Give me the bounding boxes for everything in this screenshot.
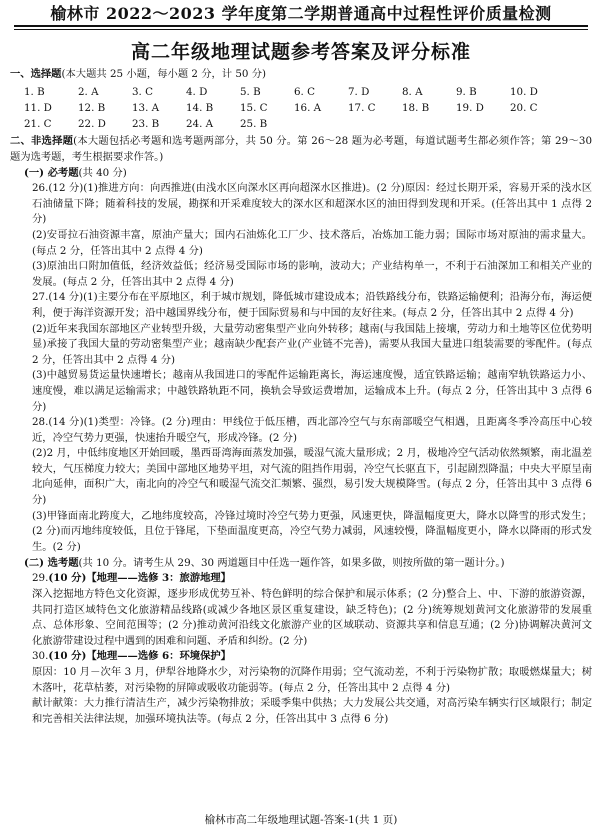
answer-paragraph: 原因：10 月－次年 3 月，伊犁谷地降水少，对污染物的沉降作用弱；空气流动差，不利于污染物扩散；取暖燃煤量大；树木落叶，花草枯萎，对污染物的屏障或吸收功能弱等。(每点 2 分，任答出其中 2 点得 4 分) bbox=[32, 666, 592, 694]
answer-cell: 9. B bbox=[456, 86, 477, 98]
answer-paragraph: (3)原油出口附加值低，经济效益低；经济易受国际市场的影响，波动大；产业结构单一，不利于石油深加工和相关产业的发展。(每点 2 分，任答出其中 2 点得 4 分) bbox=[32, 260, 592, 288]
question-26 bbox=[10, 181, 592, 228]
question-number: 26. bbox=[32, 182, 49, 195]
answer-cell: 7. D bbox=[348, 86, 370, 98]
question-27-part-2 bbox=[10, 322, 592, 369]
question-number: 27. bbox=[32, 291, 49, 304]
question-30 bbox=[10, 649, 592, 665]
question-28-part-2 bbox=[10, 446, 592, 508]
question-28-part-3 bbox=[10, 509, 592, 556]
answer-cell: 1. B bbox=[24, 86, 45, 98]
question-30-part-2 bbox=[10, 696, 592, 727]
answer-cell: 21. C bbox=[24, 118, 52, 130]
optional-part-note: (共 10 分。请考生从 29、30 两道题目中任选一题作答，如果多做，则按所做的第一题计分。) bbox=[78, 557, 505, 570]
question-28 bbox=[10, 415, 592, 446]
answer-cell: 6. C bbox=[294, 86, 315, 98]
question-number: 29. bbox=[32, 572, 49, 585]
answer-row bbox=[24, 116, 592, 132]
document-title: 高二年级地理试题参考答案及评分标准 bbox=[130, 41, 471, 63]
optional-part-heading bbox=[10, 555, 592, 571]
answer-cell: 8. A bbox=[402, 86, 423, 98]
required-part-heading bbox=[10, 165, 592, 181]
question-number: 28. bbox=[32, 416, 49, 429]
section-1-note: (本大题共 25 小题，每小题 2 分，计 50 分) bbox=[61, 68, 267, 80]
answer-paragraph: (2)2 月，中低纬度地区开始回暖，墨西哥湾海面蒸发加强，暖湿气流大量形成；2 月，极地冷空气活动依然频繁，南北温差较大，气压梯度力较大；美国中部地区地势平坦，对气流的阻挡作用弱，冷空气长驱直下，引起剧烈降温；中央大平原呈南北向延伸，面积广大，南北向的冷空气和暖湿气流交汇频繁、强烈，易引发大规模降雪。(每点 2 分，任答出其中 3 点得 6 分) bbox=[32, 447, 592, 507]
answer-cell: 10. D bbox=[510, 86, 538, 98]
answer-cell: 25. B bbox=[240, 118, 268, 130]
exam-title: 榆林市 2022～2023 学年度第二学期普通高中过程性评价质量检测 bbox=[50, 4, 552, 23]
answer-paragraph: (14 分)(1)类型：冷锋。(2 分)理由：甲线位于低压槽，西北部冷空气与东南部暖空气相遇，且距离冬季冷高压中心较近，冷空气势力更强，快速抬升暖空气，形成冷锋。(2 分) bbox=[32, 416, 592, 444]
answer-paragraph: 深入挖掘地方特色文化资源，逐步形成优势互补、特色鲜明的综合保护和展示体系；(2 分)整合上、中、下游的旅游资源，共同打造区域特色文化旅游精品线路(或减少各地区景区重复建设，缺乏特色)；(2 分)统筹规划黄河文化旅游带的发展重点、总体形象、空间范围等；(2 分)推动黄河沿线文化旅游产业的区域联动、资源共享和信息互通；(2 分)协调解决黄河文化旅游带建设过程中遇到的困难和问题、矛盾和纠纷。(2 分) bbox=[32, 588, 592, 647]
answer-cell: 20. C bbox=[510, 102, 538, 114]
answer-cell: 5. B bbox=[240, 86, 261, 98]
answer-paragraph: (2)近年来我国东部地区产业转型升级，大量劳动密集型产业向外转移；越南(与我国陆上接壤，劳动力和土地等区位优势明显)承接了我国大量的劳动密集型产业；越南缺少配套产业(产业链不完善)，需要从我国大量进口组装需要的零配件。(每点 2 分，任答出其中 2 点得 4 分) bbox=[32, 322, 592, 366]
answer-paragraph: (12 分)(1)推进方向：向西推进(由浅水区向深水区再向超深水区推进)。(2 分)原因：经过长期开采，容易开采的浅水区石油储量下降；随着科技的发展，勘探和开采难度较大的深水区和超深水区的油田得到发现和开采。(任答出其中 1 点得 2 分) bbox=[32, 182, 592, 226]
answer-paragraph: (3)甲锋面南北跨度大，乙地纬度较高，冷锋过境时冷空气势力更强，风速更快，降温幅度更大，降水以降雪的形式发生；(2 分)而丙地纬度较低，且位于锋尾，下垫面温度更高，冷空气势力减弱，风速较慢，降温幅度更小，降水以降雨的形式发生。(2 分) bbox=[32, 509, 592, 553]
answer-cell: 15. C bbox=[240, 102, 268, 114]
question-27-part-3 bbox=[10, 368, 592, 415]
section-1-title: 一、选择题 bbox=[10, 68, 62, 80]
answer-cell: 2. A bbox=[78, 86, 99, 98]
page-footer: 榆林市高二年级地理试题-答案-1(共 1 页) bbox=[204, 814, 398, 826]
answer-paragraph: (2)安哥拉石油资源丰富，原油产量大；国内石油炼化工厂少、技术落后，冶炼加工能力弱；国际市场对原油的需求量大。(每点 2 分，任答出其中 2 点得 4 分) bbox=[32, 228, 592, 257]
answer-row bbox=[24, 100, 592, 116]
section-1-heading bbox=[10, 67, 592, 82]
answer-cell: 16. A bbox=[294, 102, 322, 114]
answer-cell: 12. B bbox=[78, 102, 106, 114]
question-30-part-1 bbox=[10, 665, 592, 696]
question-number: 30. bbox=[32, 650, 49, 663]
answer-cell: 19. D bbox=[456, 102, 484, 114]
answer-cell: 11. D bbox=[24, 102, 52, 114]
answer-cell: 3. C bbox=[132, 86, 153, 98]
question-26-part-2 bbox=[10, 228, 592, 259]
question-27 bbox=[10, 290, 592, 321]
header-rule-thin bbox=[14, 29, 588, 30]
answer-cell: 18. B bbox=[402, 102, 430, 114]
answer-row bbox=[24, 84, 592, 100]
section-2-title: 二、非选择题 bbox=[10, 135, 74, 147]
answer-paragraph: (14 分)(1)主要分布在平原地区，利于城市规划，降低城市建设成本；沿铁路线分布，铁路运输便利；沿海分布，海运便利，便于海洋资源开发；沿中越国界线分布，便于国际贸易和与中国的友好往来。(每点 2 分，任答出其中 2 点得 4 分) bbox=[32, 291, 592, 319]
answer-cell: 4. D bbox=[186, 86, 208, 98]
question-title: (10 分)【地理——选修 3：旅游地理】 bbox=[48, 572, 231, 585]
answer-paragraph: 献计献策：大力推行清洁生产，减少污染物排放；采暖季集中供热；大力发展公共交通，对高污染车辆实行区域限行；制定和完善相关法律法规，加强环境执法等。(每点 2 分，任答出其中 3 点得 6 分) bbox=[32, 697, 592, 725]
required-part-note: (共 40 分) bbox=[78, 167, 127, 180]
answer-cell: 24. A bbox=[186, 118, 214, 130]
answer-cell: 13. A bbox=[132, 102, 160, 114]
answer-cell: 23. B bbox=[132, 118, 160, 130]
header-rule-thick bbox=[14, 25, 588, 27]
question-26-part-3 bbox=[10, 259, 592, 290]
answer-cell: 17. C bbox=[348, 102, 376, 114]
optional-part-title: (二) 选考题 bbox=[24, 557, 79, 570]
section-2-heading bbox=[10, 134, 592, 165]
question-29 bbox=[10, 571, 592, 587]
section-2-note: (本大题包括必考题和选考题两部分，共 50 分。第 26～28 题为必考题，每道试题考生都必须作答；第 29～30 题为选考题，考生根据要求作答。) bbox=[10, 135, 592, 163]
answer-cell: 14. B bbox=[186, 102, 214, 114]
question-title: (10 分)【地理——选修 6：环境保护】 bbox=[48, 650, 231, 663]
required-part-title: (一) 必考题 bbox=[24, 167, 79, 180]
answer-cell: 22. D bbox=[78, 118, 106, 130]
question-29-body bbox=[10, 587, 592, 649]
answer-paragraph: (3)中越贸易货运量快速增长；越南从我国进口的零配件运输距离长，海运速度慢，适宜铁路运输；越南窄轨铁路运力小、速度慢，难以满足运输需求；中越铁路轨距不同，换轨会导致运费增加，运输成本上升。(每点 2 分，任答出其中 3 点得 6 分) bbox=[32, 369, 592, 413]
choice-answer-grid bbox=[24, 84, 592, 132]
